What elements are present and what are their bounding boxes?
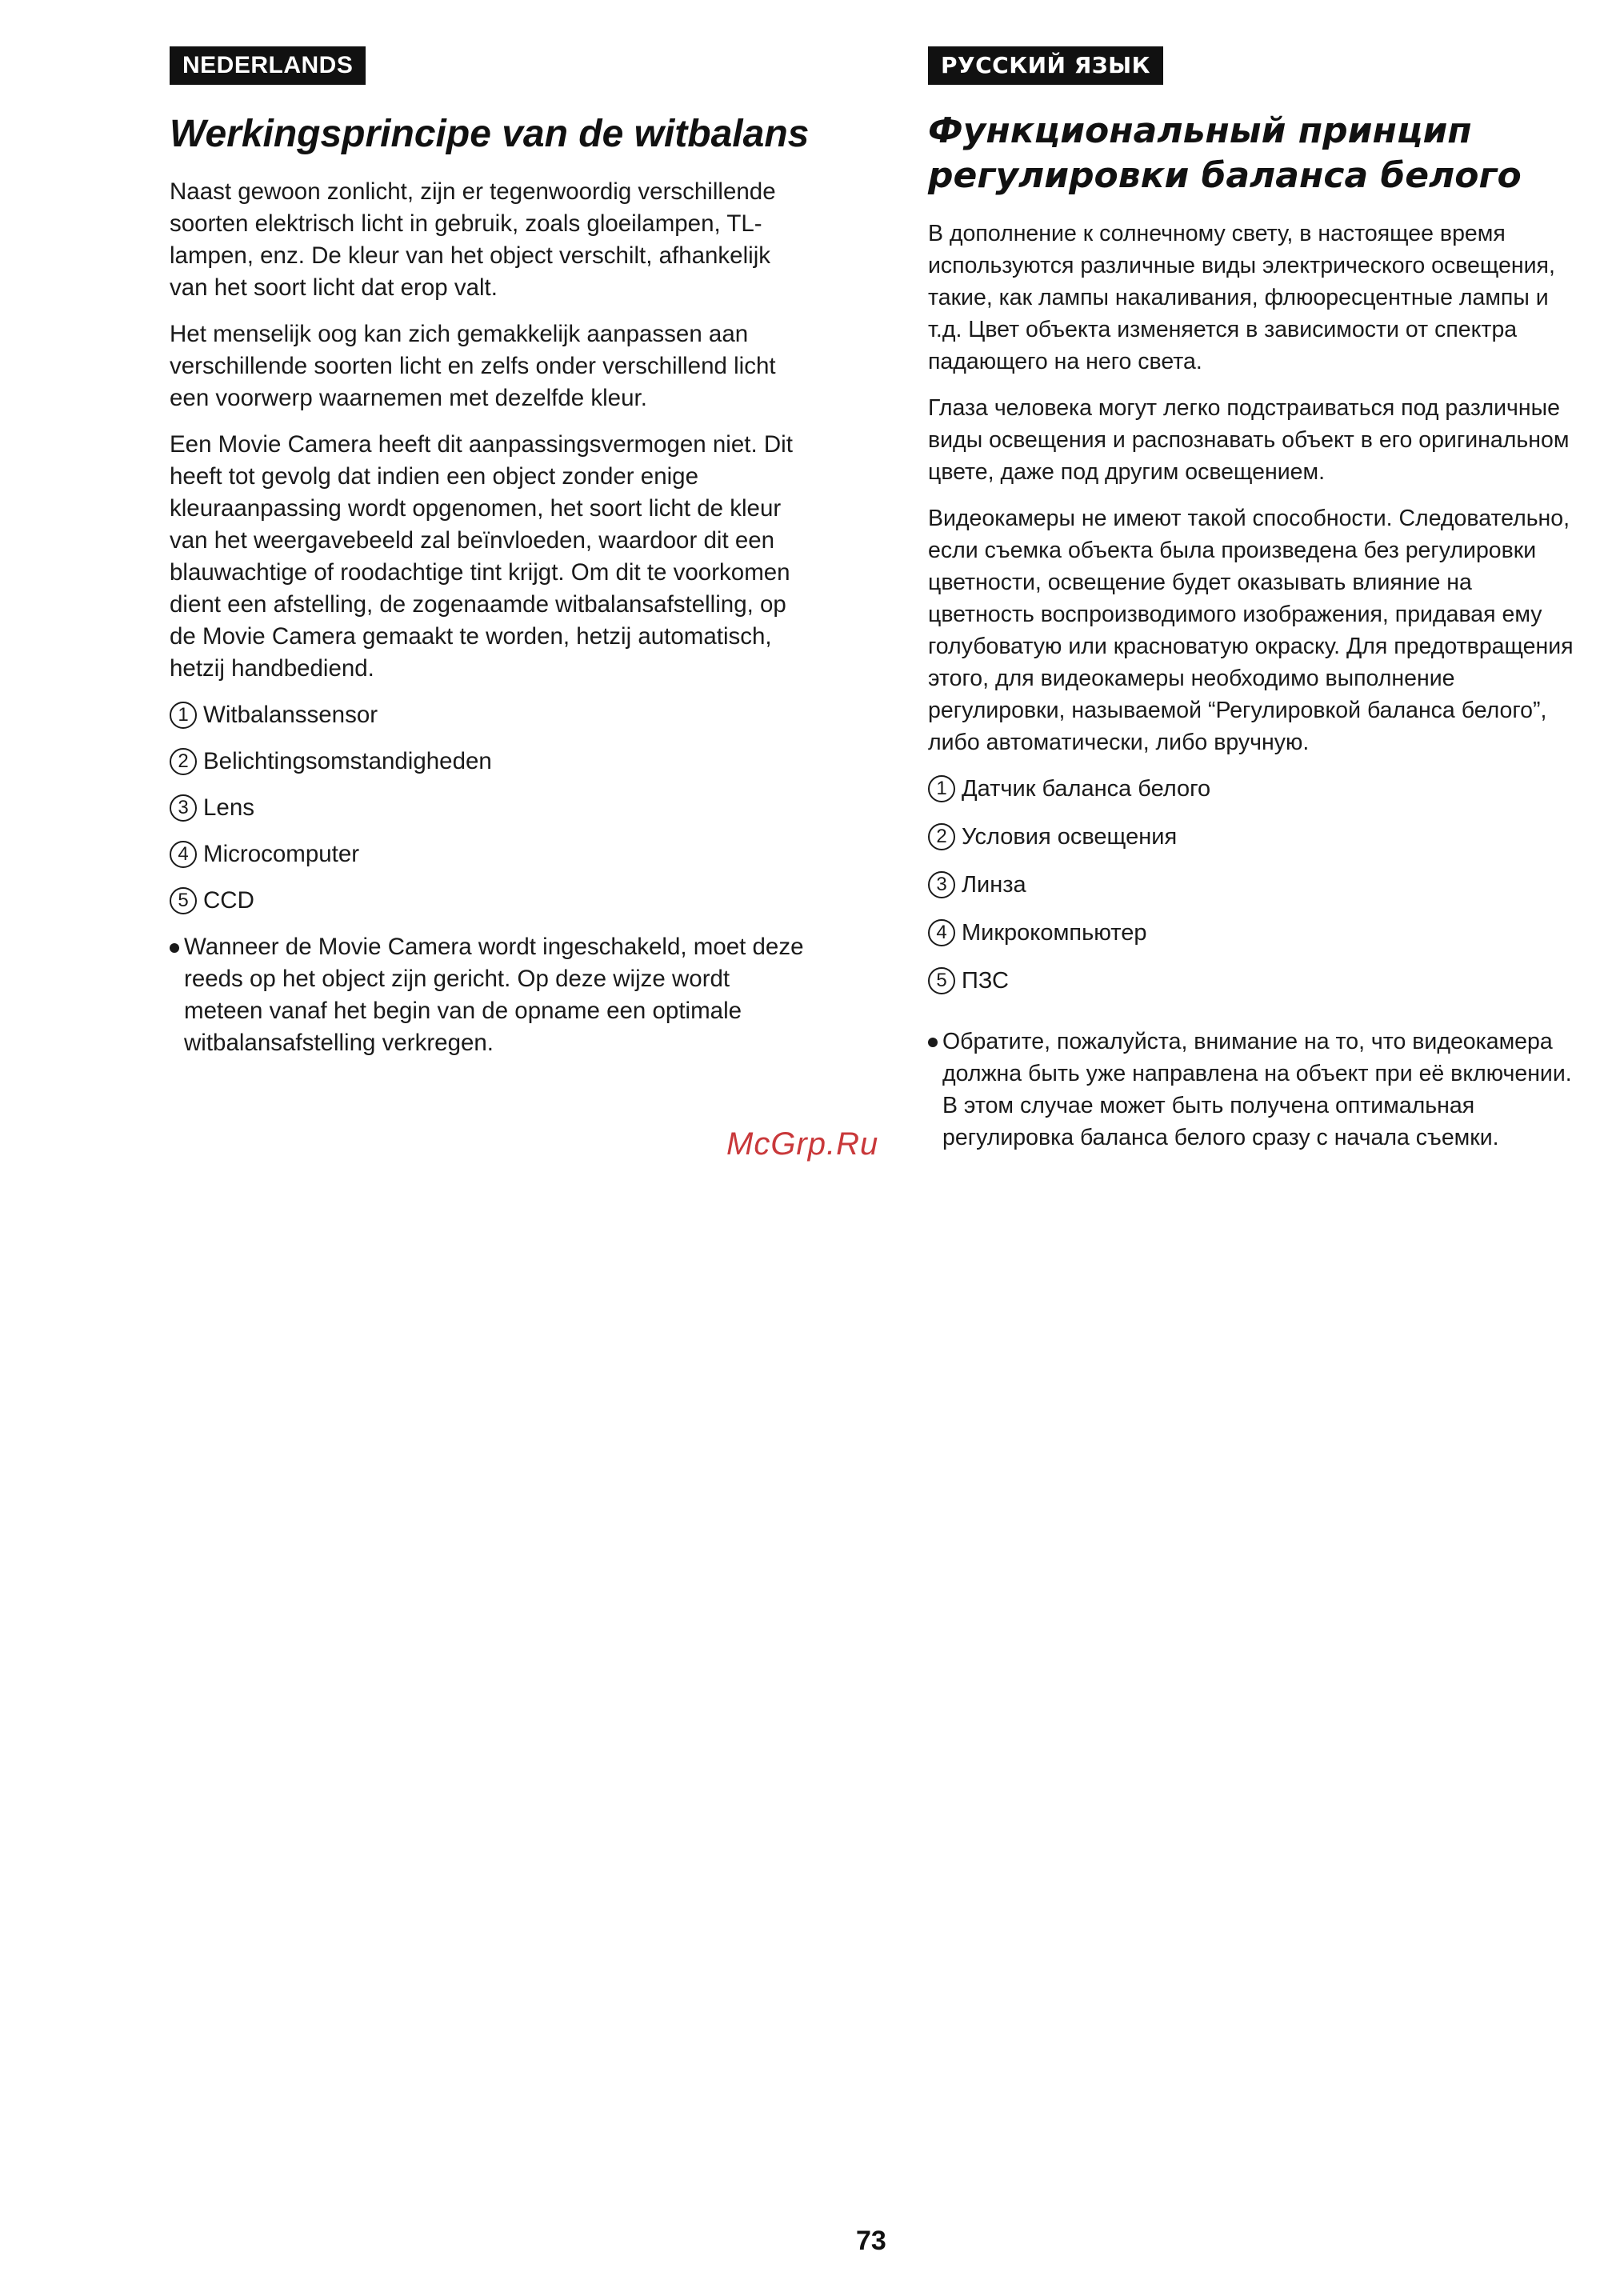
circled-number: 2: [928, 823, 955, 850]
paragraph: В дополнение к солнечному свету, в настоящее время используются различные виды электрического освещения, такие, как лампы накаливания, флюоресцентные лампы и т.д. Цвет объекта изменяется в зависимости от спектра падающего на него света.: [928, 221, 1555, 374]
list-item: [928, 773, 1576, 805]
circled-number: 3: [170, 794, 197, 822]
watermark: McGrp.Ru: [726, 1126, 879, 1162]
circled-number: 1: [928, 775, 955, 802]
bullet-dot-icon: [928, 1038, 938, 1047]
bullet-note-text: Wanneer de Movie Camera wordt ingeschakeld, moet deze reeds op het object zijn gericht. Op deze wijze wordt meteen vanaf het begin van de opname een optimale witbalansafstelling verkregen.: [184, 934, 804, 1056]
list-item: [170, 792, 810, 824]
list-item-label: Условия освещения: [962, 824, 1178, 850]
bullet-dot-icon: [170, 943, 179, 953]
section-title-nl: Werkingsprincipe van de witbalans: [170, 113, 810, 155]
bullet-note-text: Обратите, пожалуйста, внимание на то, что видеокамера должна быть уже направлена на объект при её включении. В этом случае может быть получена оптимальная регулировка баланса белого сразу с начала съемки.: [942, 1029, 1572, 1150]
list-item: [928, 917, 1576, 949]
list-item-label: Микрокомпьютер: [962, 920, 1147, 946]
bullet-note: [170, 931, 810, 1059]
russian-column: [928, 46, 1576, 1154]
list-item-label: Датчик баланса белого: [962, 776, 1211, 802]
bullet-note: [928, 1026, 1576, 1154]
paragraph: Een Movie Camera heeft dit aanpassingsvermogen niet. Dit heeft tot gevolg dat indien een object zonder enige kleuraanpassing wordt opgenomen, het soort licht de kleur van het weergavebeeld zal beïnvloeden, waardoor dit een blauwachtige of roodachtige tint krijgt. Om dit te voorkomen dient een afstelling, de zogenaamde witbalansafstelling, op de Movie Camera gemaakt te worden, hetzij automatisch, hetzij handbediend.: [170, 431, 793, 682]
list-item: [170, 699, 810, 731]
paragraph: Видеокамеры не имеют такой способности. Следовательно, если съемка объекта была произведена без регулировки цветности, освещение будет оказывать влияние на цветность воспроизводимого изображения, придавая ему голубоватую или красноватую окраску. Для предотвращения этого, для видеокамеры необходимо выполнение регулировки, называемой “Регулировкой баланса белого”, либо автоматически, либо вручную.: [928, 506, 1574, 755]
circled-number: 5: [170, 887, 197, 914]
list-item-label: Lens: [203, 794, 254, 821]
list-item-label: Microcomputer: [203, 841, 360, 867]
list-item-label: Witbalanssensor: [203, 702, 378, 728]
list-item: [928, 869, 1576, 901]
language-badge-nl: NEDERLANDS: [170, 46, 366, 85]
circled-number: 4: [170, 841, 197, 868]
list-item-label: ПЗС: [962, 968, 1009, 994]
paragraph: Het menselijk oog kan zich gemakkelijk aanpassen aan verschillende soorten licht en zelfs onder verschillend licht een voorwerp waarnemen met dezelfde kleur.: [170, 321, 776, 411]
list-item-label: CCD: [203, 887, 254, 914]
dutch-column: [170, 46, 810, 1059]
list-item: [928, 965, 1576, 997]
list-item: [170, 885, 810, 917]
paragraph: Naast gewoon zonlicht, zijn er tegenwoordig verschillende soorten elektrisch licht in gebruik, zoals gloeilampen, TL-lampen, enz. De kleur van het object verschilt, afhankelijk van het soort licht dat erop valt.: [170, 178, 776, 301]
list-item: [170, 838, 810, 870]
circled-number: 4: [928, 919, 955, 946]
circled-number: 2: [170, 748, 197, 775]
circled-number: 5: [928, 967, 955, 994]
page-number: 73: [856, 2226, 886, 2256]
language-badge-ru: РУССКИЙ ЯЗЫК: [928, 46, 1163, 85]
list-item-label: Линза: [962, 872, 1026, 898]
circled-number: 3: [928, 871, 955, 898]
list-item-label: Belichtingsomstandigheden: [203, 748, 492, 774]
section-title-ru: Функциональный принцип регулировки баланса белого: [928, 110, 1522, 196]
list-item: [928, 821, 1576, 853]
paragraph: Глаза человека могут легко подстраиваться под различные виды освещения и распознавать объект в его оригинальном цвете, даже под другим освещением.: [928, 395, 1570, 485]
list-item: [170, 746, 810, 778]
circled-number: 1: [170, 702, 197, 729]
